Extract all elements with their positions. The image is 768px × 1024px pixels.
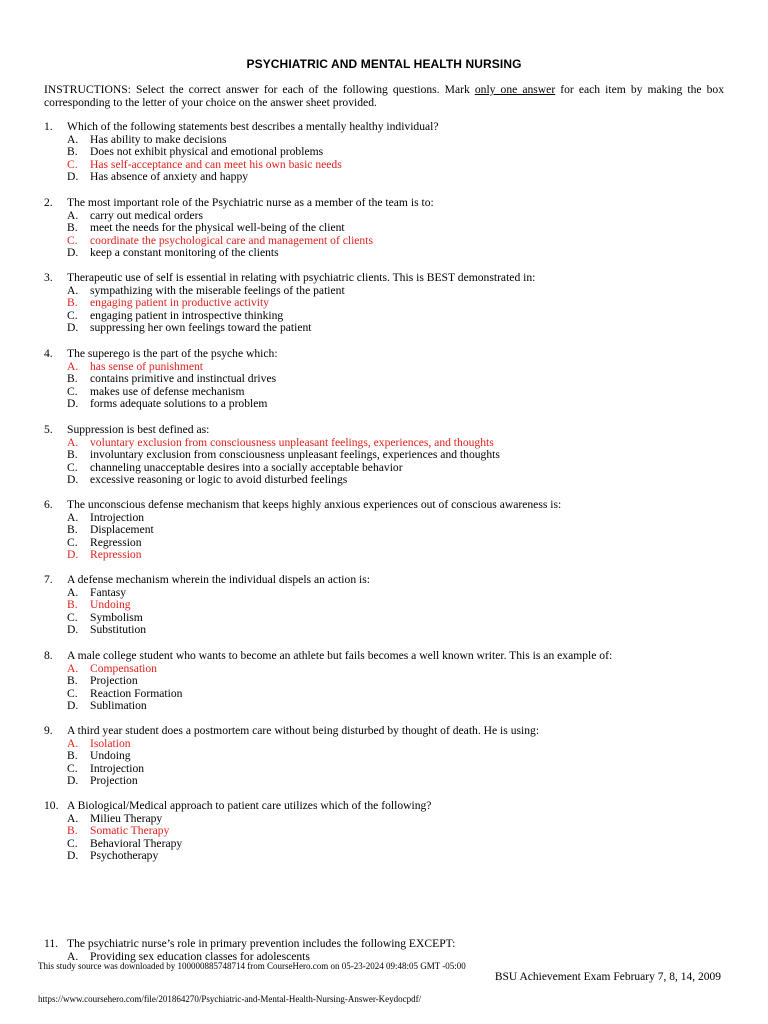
question-11 — [44, 938, 734, 963]
option-text: coordinate the psychological care and management of clients — [90, 233, 373, 247]
option-text: Milieu Therapy — [90, 811, 163, 825]
question-number: 6. — [44, 498, 53, 511]
question-stem — [44, 938, 734, 951]
option-text: Projection — [90, 674, 138, 688]
question-text: A defense mechanism wherein the individual dispels an action is: — [67, 573, 370, 586]
option-letter: A. — [67, 811, 79, 825]
option-letter: D. — [67, 548, 79, 562]
answer-option — [44, 624, 734, 637]
option-text: Sublimation — [90, 699, 147, 713]
option-text: Introjection — [90, 761, 145, 775]
option-text: Substitution — [90, 623, 147, 637]
answer-option — [44, 537, 734, 550]
answer-option — [44, 474, 734, 487]
instructions-text: INSTRUCTIONS: Select the correct answer for each of the following questions. Mark — [44, 83, 475, 96]
question-3 — [44, 272, 734, 335]
option-letter: A. — [67, 949, 79, 963]
option-letter: D. — [67, 473, 79, 487]
option-letter: A. — [67, 359, 79, 373]
option-letter: C. — [67, 610, 78, 624]
option-letter: D. — [67, 849, 79, 863]
option-letter: D. — [67, 321, 79, 335]
option-letter: C. — [67, 836, 78, 850]
option-text: suppressing her own feelings toward the patient — [90, 321, 312, 335]
option-letter: C. — [67, 157, 78, 171]
question-text: Which of the following statements best describes a mentally healthy individual? — [67, 120, 439, 133]
question-number: 8. — [44, 649, 53, 662]
answer-option — [44, 322, 734, 335]
question-number: 5. — [44, 423, 53, 436]
option-letter: C. — [67, 308, 78, 322]
option-letter: B. — [67, 296, 78, 310]
option-text: engaging patient in introspective thinking — [90, 308, 284, 322]
instructions — [44, 83, 724, 109]
option-text: excessive reasoning or logic to avoid disturbed feelings — [90, 473, 348, 487]
option-text: Fantasy — [90, 585, 127, 599]
answer-option — [44, 587, 734, 600]
option-letter: A. — [67, 283, 79, 297]
answer-option-correct — [44, 297, 734, 310]
option-text: carry out medical orders — [90, 208, 203, 222]
answer-option — [44, 700, 734, 713]
option-letter: A. — [67, 510, 79, 524]
option-text: Has self-acceptance and can meet his own basic needs — [90, 157, 342, 171]
question-2 — [44, 197, 734, 260]
option-text: meet the needs for the physical well-being of the client — [90, 221, 345, 235]
question-number: 3. — [44, 271, 53, 284]
answer-option — [44, 675, 734, 688]
option-text: Psychotherapy — [90, 849, 159, 863]
option-text: keep a constant monitoring of the clients — [90, 246, 279, 260]
page-title: PSYCHIATRIC AND MENTAL HEALTH NURSING — [246, 57, 522, 71]
answer-option — [44, 750, 734, 763]
option-letter: B. — [67, 221, 78, 235]
option-letter: B. — [67, 598, 78, 612]
source-url: https://www.coursehero.com/file/201864270/Psychiatric-and-Mental-Health-Nursing-Answer-Keydocpdf/ — [38, 994, 422, 1004]
option-letter: B. — [67, 523, 78, 537]
answer-option — [44, 247, 734, 260]
option-text: Regression — [90, 535, 142, 549]
instructions-text-end: for each item by making the box corresponding to the letter of your choice on the answer sheet provided. — [44, 83, 724, 109]
option-text: Projection — [90, 774, 138, 788]
question-stem — [44, 499, 734, 512]
option-letter: A. — [67, 208, 79, 222]
option-letter: A. — [67, 736, 79, 750]
question-number: 4. — [44, 347, 53, 360]
answer-option — [44, 612, 734, 625]
option-text: forms adequate solutions to a problem — [90, 397, 268, 411]
answer-option — [44, 222, 734, 235]
option-letter: C. — [67, 761, 78, 775]
question-text: A male college student who wants to become an athlete but fails becomes a well known writer. This is an example of: — [67, 649, 613, 662]
option-letter: B. — [67, 674, 78, 688]
question-text: Suppression is best defined as: — [67, 423, 210, 436]
question-stem — [44, 272, 734, 285]
question-stem — [44, 121, 734, 134]
option-letter: C. — [67, 384, 78, 398]
question-stem — [44, 197, 734, 210]
option-letter: B. — [67, 749, 78, 763]
question-text: The unconscious defense mechanism that keeps highly anxious experiences out of conscious awareness is: — [67, 498, 562, 511]
option-text: Symbolism — [90, 610, 143, 624]
option-text: Undoing — [90, 598, 131, 612]
question-text: The most important role of the Psychiatric nurse as a member of the team is to: — [67, 196, 434, 209]
question-4 — [44, 348, 734, 411]
question-1 — [44, 121, 734, 184]
option-text: engaging patient in productive activity — [90, 296, 270, 310]
answer-option — [44, 775, 734, 788]
instructions-emphasis: only one answer — [474, 83, 556, 96]
option-text: Undoing — [90, 749, 131, 763]
option-letter: C. — [67, 233, 78, 247]
question-number: 2. — [44, 196, 53, 209]
question-stem — [44, 800, 734, 813]
question-text: Therapeutic use of self is essential in relating with psychiatric clients. This is BEST demonstrated in: — [67, 271, 536, 284]
answer-option-correct — [44, 825, 734, 838]
question-number: 9. — [44, 724, 53, 737]
question-stem — [44, 574, 734, 587]
answer-option — [44, 373, 734, 386]
option-text: Somatic Therapy — [90, 824, 170, 838]
option-letter: C. — [67, 460, 78, 474]
option-letter: A. — [67, 585, 79, 599]
option-text: contains primitive and instinctual drives — [90, 372, 277, 386]
option-letter: A. — [67, 661, 79, 675]
option-letter: D. — [67, 397, 79, 411]
option-text: Does not exhibit physical and emotional problems — [90, 145, 324, 159]
option-text: Introjection — [90, 510, 145, 524]
option-letter: C. — [67, 535, 78, 549]
question-10 — [44, 800, 734, 863]
option-text: channeling unacceptable desires into a socially acceptable behavior — [90, 460, 403, 474]
option-text: voluntary exclusion from consciousness unpleasant feelings, experiences, and thoughts — [90, 435, 494, 449]
question-text: A Biological/Medical approach to patient care utilizes which of the following? — [67, 799, 432, 812]
option-text: Has ability to make decisions — [90, 132, 227, 146]
question-stem — [44, 725, 734, 738]
question-7 — [44, 574, 734, 637]
answer-option — [44, 398, 734, 411]
question-6 — [44, 499, 734, 562]
answer-option-correct — [44, 599, 734, 612]
question-number: 10. — [44, 799, 59, 812]
question-number: 7. — [44, 573, 53, 586]
option-letter: D. — [67, 246, 79, 260]
answer-option-correct — [44, 549, 734, 562]
option-text: Isolation — [90, 736, 131, 750]
option-letter: D. — [67, 623, 79, 637]
option-text: Reaction Formation — [90, 686, 183, 700]
option-text: involuntary exclusion from consciousness unpleasant feelings, experiences and thoughts — [90, 448, 500, 462]
question-8 — [44, 650, 734, 713]
exam-footer: BSU Achievement Exam February 7, 8, 14, 2009 — [494, 971, 721, 983]
question-text: The psychiatric nurse’s role in primary prevention includes the following EXCEPT: — [67, 937, 456, 950]
option-letter: B. — [67, 145, 78, 159]
option-text: Compensation — [90, 661, 157, 675]
option-letter: C. — [67, 686, 78, 700]
option-letter: B. — [67, 372, 78, 386]
option-text: Displacement — [90, 523, 154, 537]
answer-option — [44, 763, 734, 776]
answer-option-correct — [44, 663, 734, 676]
question-number: 1. — [44, 120, 53, 133]
option-text: Providing sex education classes for adolescents — [90, 949, 310, 963]
option-letter: D. — [67, 774, 79, 788]
answer-option — [44, 171, 734, 184]
option-text: has sense of punishment — [90, 359, 204, 373]
option-text: makes use of defense mechanism — [90, 384, 245, 398]
option-letter: D. — [67, 170, 79, 184]
question-text: The superego is the part of the psyche which: — [67, 347, 278, 360]
question-stem — [44, 424, 734, 437]
answer-option — [44, 146, 734, 159]
question-9 — [44, 725, 734, 788]
option-letter: A. — [67, 435, 79, 449]
option-text: Has absence of anxiety and happy — [90, 170, 249, 184]
option-letter: A. — [67, 132, 79, 146]
download-notice: This study source was downloaded by 100000885748714 from CourseHero.com on 05-23-2024 09:48:05 GMT -05:00 — [38, 961, 466, 971]
question-number: 11. — [44, 937, 59, 950]
option-text: Behavioral Therapy — [90, 836, 183, 850]
answer-option — [44, 688, 734, 701]
option-letter: B. — [67, 824, 78, 838]
answer-option — [44, 449, 734, 462]
answer-option-correct — [44, 738, 734, 751]
question-stem — [44, 348, 734, 361]
answer-option — [44, 524, 734, 537]
option-text: sympathizing with the miserable feelings of the patient — [90, 283, 345, 297]
answer-option — [44, 850, 734, 863]
option-letter: B. — [67, 448, 78, 462]
question-text: A third year student does a postmortem care without being disturbed by thought of death. He is using: — [67, 724, 540, 737]
option-text: Repression — [90, 548, 142, 562]
question-stem — [44, 650, 734, 663]
question-5 — [44, 424, 734, 487]
option-letter: D. — [67, 699, 79, 713]
